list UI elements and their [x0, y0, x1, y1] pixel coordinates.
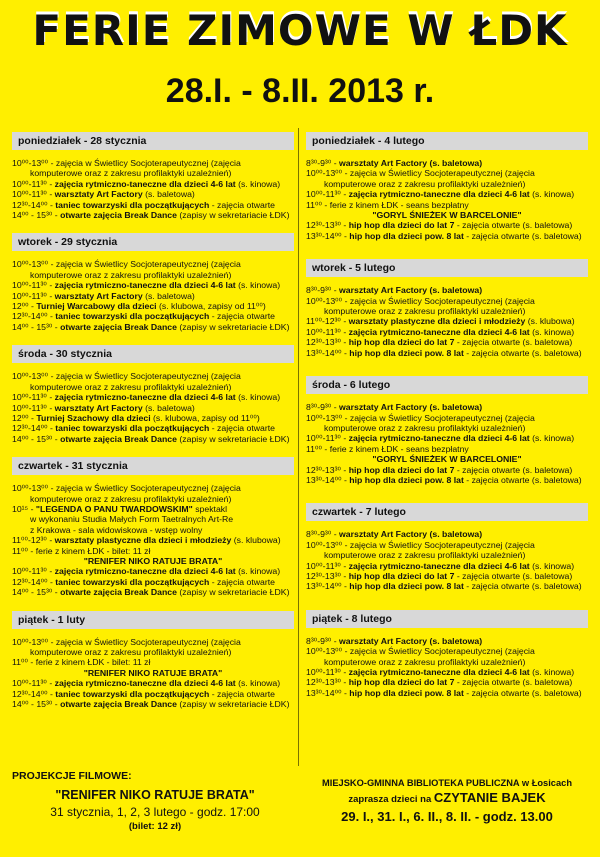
event-title: hip hop dla dzieci pow. 8 lat [349, 687, 464, 698]
event-time: 10⁰⁰-13⁰⁰ - [306, 412, 350, 423]
event-continuation: komputerowe oraz z zakresu profilaktyki uzależnień) [30, 168, 232, 179]
event-detail: (s. kinowa) [529, 560, 575, 571]
event-text: zajęcia w Świetlicy Socjoterapeutycznej (zajęcia [349, 646, 535, 657]
event-time: 12³⁰-14⁰⁰ - [12, 423, 56, 434]
event-time: 10⁰⁰-11³⁰ - [12, 178, 55, 189]
event-time: 10⁰⁰-11³⁰ - [306, 667, 349, 677]
schedule-event [306, 561, 588, 571]
schedule-event [12, 678, 294, 688]
event-title: warsztaty Art Factory (s. baletowa) [339, 402, 483, 413]
event-title: taniec towarzyski dla początkujących [55, 199, 210, 210]
schedule-event [306, 529, 588, 539]
event-title: warsztaty Art Factory (s. baletowa) [339, 529, 483, 540]
schedule-event [12, 371, 294, 392]
event-time: 13³⁰-14⁰⁰ - [306, 687, 350, 698]
event-text: zajęcia w Świetlicy Socjoterapeutycznej (zajęcia [55, 636, 241, 647]
schedule-event [306, 581, 588, 591]
event-time: 10⁰⁰-11³⁰ - [12, 678, 55, 689]
event-text: zajęcia w Świetlicy Socjoterapeutycznej (zajęcia [349, 168, 535, 179]
day-block [12, 233, 294, 332]
schedule-event [306, 571, 588, 581]
event-text: zajęcia w Świetlicy Socjoterapeutycznej (zajęcia [349, 539, 535, 550]
schedule-event [12, 504, 294, 535]
event-time: 11⁰⁰-12³⁰ - [12, 535, 55, 546]
library-org-place: w Łosicach [519, 778, 572, 788]
schedule-event [12, 311, 294, 321]
day-block [12, 132, 294, 220]
library-invite-event: CZYTANIE BAJEK [433, 790, 546, 805]
event-time: 12³⁰-13³⁰ - [306, 677, 349, 688]
event-title: hip hop dla dzieci do lat 7 [348, 570, 455, 581]
event-title: warsztaty plastyczne dla dzieci i młodzieży [54, 535, 232, 546]
event-time: 12³⁰-14⁰⁰ - [12, 199, 56, 210]
library-invite [306, 790, 588, 805]
event-time: 11⁰⁰ - [12, 545, 36, 556]
event-detail: - zajęcia otwarte (s. baletowa) [463, 581, 582, 592]
event-time: 8³⁰-9³⁰ - [306, 529, 340, 540]
event-time: 14⁰⁰ - 15³⁰ - [12, 587, 61, 598]
day-block [12, 457, 294, 597]
schedule-event [306, 444, 588, 465]
event-title: hip hop dla dzieci do lat 7 [348, 677, 455, 688]
event-detail: (s. kinowa) [235, 678, 281, 689]
event-text: zajęcia w Świetlicy Socjoterapeutycznej (zajęcia [349, 295, 535, 306]
schedule-event [306, 220, 588, 230]
film-title: "RENIFER NIKO RATUJE BRATA" [83, 667, 223, 678]
event-time: 10⁰⁰-13⁰⁰ - [306, 168, 350, 179]
event-detail: - zajęcia otwarte (s. baletowa) [463, 347, 582, 358]
day-heading: czwartek - 31 stycznia [12, 457, 294, 475]
film-title: "GORYL ŚNIEŻEK W BARCELONIE" [372, 454, 522, 465]
event-continuation: komputerowe oraz z zakresu profilaktyki uzależnień) [324, 306, 526, 317]
event-time: 10⁰⁰-13⁰⁰ - [12, 158, 56, 168]
event-time: 10¹⁵ - [12, 503, 36, 514]
event-time: 11⁰⁰ - [306, 443, 330, 454]
event-detail: - zajęcia otwarte (s. baletowa) [454, 677, 573, 688]
event-title: hip hop dla dzieci pow. 8 lat [349, 347, 464, 358]
event-continuation: komputerowe oraz z zakresu profilaktyki uzależnień) [30, 647, 232, 657]
schedule-event [12, 259, 294, 280]
event-time: 14⁰⁰ - 15³⁰ - [12, 433, 61, 444]
event-detail: - zajęcia otwarte [209, 199, 275, 210]
event-time: 12³⁰-14⁰⁰ - [12, 311, 56, 322]
event-title: Turniej Warcabowy dla dzieci [36, 301, 157, 312]
library-dates: 29. I., 31. I., 6. II., 8. II. - godz. 13.00 [341, 809, 553, 824]
event-detail: - zajęcia otwarte [209, 688, 275, 699]
event-time: 12³⁰-13³⁰ - [306, 464, 349, 475]
day-block [12, 345, 294, 444]
event-detail: (s. kinowa) [529, 189, 575, 200]
event-detail: - zajęcia otwarte (s. baletowa) [463, 474, 582, 485]
event-title: otwarte zajęcia Break Dance [60, 321, 177, 332]
event-time: 10⁰⁰-11³⁰ - [12, 392, 55, 403]
event-detail: (zapisy w sekretariacie ŁDK) [176, 210, 290, 221]
event-title: Turniej Szachowy dla dzieci [36, 412, 151, 423]
event-time: 12³⁰-14⁰⁰ - [12, 688, 56, 699]
event-detail: (s. kinowa) [235, 178, 281, 189]
event-text: ferie z kinem ŁDK - bilet: 11 zł [35, 545, 151, 556]
event-detail: (s. klubowa, zapisy od 11⁰⁰) [156, 301, 266, 312]
event-time: 10⁰⁰-11³⁰ - [12, 566, 55, 577]
event-detail: - zajęcia otwarte (s. baletowa) [454, 570, 573, 581]
schedule-event [12, 280, 294, 290]
event-continuation: komputerowe oraz z zakresu profilaktyki uzależnień) [324, 178, 526, 189]
event-text: ferie z kinem ŁDK - seans bezpłatny [329, 199, 469, 210]
event-detail: (zapisy w sekretariacie ŁDK) [176, 699, 290, 710]
day-block [306, 132, 588, 241]
schedule-event [306, 231, 588, 241]
event-title: taniec towarzyski dla początkujących [55, 311, 210, 322]
event-detail: - zajęcia otwarte (s. baletowa) [454, 220, 573, 231]
schedule-event [306, 475, 588, 485]
event-title: hip hop dla dzieci pow. 8 lat [349, 581, 464, 592]
left-schedule-column [12, 128, 294, 709]
schedule-event [12, 301, 294, 311]
day-block [306, 503, 588, 591]
event-time: 10⁰⁰-13⁰⁰ - [306, 646, 350, 657]
schedule-event [306, 667, 588, 677]
schedule-event [306, 316, 588, 326]
event-time: 12⁰⁰ - [12, 412, 37, 423]
event-detail: - zajęcia otwarte (s. baletowa) [454, 464, 573, 475]
film-title: "GORYL ŚNIEŻEK W BARCELONIE" [372, 210, 522, 221]
schedule-event [12, 546, 294, 567]
event-title: otwarte zajęcia Break Dance [60, 433, 177, 444]
event-title: zajęcia rytmiczno-taneczne dla dzieci 4-6 lat [348, 433, 530, 444]
event-time: 13³⁰-14⁰⁰ - [306, 347, 350, 358]
event-time: 11⁰⁰ - [12, 657, 36, 668]
schedule-event [12, 200, 294, 210]
schedule-event [306, 433, 588, 443]
event-time: 10⁰⁰-13⁰⁰ - [306, 295, 350, 306]
event-time: 11⁰⁰ - [306, 199, 330, 210]
event-time: 10⁰⁰-11³⁰ - [306, 326, 349, 337]
event-detail: (s. kinowa) [529, 433, 575, 444]
event-title: zajęcia rytmiczno-taneczne dla dzieci 4-6 lat [54, 178, 236, 189]
event-time: 10⁰⁰-13⁰⁰ - [12, 483, 56, 494]
event-title: otwarte zajęcia Break Dance [60, 210, 177, 221]
schedule-event [12, 403, 294, 413]
schedule-event [306, 296, 588, 317]
day-block [306, 259, 588, 358]
schedule-event [306, 402, 588, 412]
event-time: 10⁰⁰-11³⁰ - [306, 560, 349, 571]
event-title: taniec towarzyski dla początkujących [55, 576, 210, 587]
schedule-event [12, 577, 294, 587]
schedule-event [306, 540, 588, 561]
schedule-event [12, 179, 294, 189]
schedule-event [306, 677, 588, 687]
schedule-event [306, 646, 588, 667]
event-title: hip hop dla dzieci pow. 8 lat [349, 230, 464, 241]
day-heading: środa - 30 stycznia [12, 345, 294, 363]
event-text: zajęcia w Świetlicy Socjoterapeutycznej (zajęcia [55, 158, 241, 168]
schedule-event [12, 689, 294, 699]
event-title: zajęcia rytmiczno-taneczne dla dzieci 4-6 lat [348, 326, 530, 337]
event-time: 13³⁰-14⁰⁰ - [306, 581, 350, 592]
day-block [12, 611, 294, 710]
schedule-event [12, 423, 294, 433]
schedule-event [306, 348, 588, 358]
schedule-event [306, 465, 588, 475]
event-detail: (s. baletowa) [142, 189, 195, 200]
film-projections [12, 770, 298, 832]
event-title: zajęcia rytmiczno-taneczne dla dzieci 4-6 lat [54, 392, 236, 403]
schedule-event [12, 413, 294, 423]
event-time: 10⁰⁰-13⁰⁰ - [12, 371, 56, 382]
event-detail: (zapisy w sekretariacie ŁDK) [176, 587, 290, 598]
schedule-event [12, 566, 294, 576]
event-detail: (s. kinowa) [235, 566, 281, 577]
event-continuation: komputerowe oraz z zakresu profilaktyki uzależnień) [324, 550, 526, 561]
schedule-event [306, 200, 588, 221]
event-detail: - zajęcia otwarte [209, 311, 275, 322]
event-title: hip hop dla dzieci do lat 7 [348, 220, 455, 231]
event-title: zajęcia rytmiczno-taneczne dla dzieci 4-6 lat [348, 560, 530, 571]
event-continuation: komputerowe oraz z zakresu profilaktyki uzależnień) [30, 381, 232, 392]
event-title: warsztaty Art Factory (s. baletowa) [339, 635, 483, 646]
schedule-event [12, 699, 294, 709]
event-continuation: komputerowe oraz z zakresu profilaktyki uzależnień) [324, 422, 526, 433]
event-detail: (zapisy w sekretariacie ŁDK) [176, 321, 290, 332]
day-heading: czwartek - 7 lutego [306, 503, 588, 521]
schedule-event [12, 189, 294, 199]
schedule-event [306, 327, 588, 337]
event-detail: - zajęcia otwarte (s. baletowa) [463, 230, 582, 241]
event-title: "LEGENDA O PANU TWARDOWSKIM" [35, 503, 193, 514]
right-schedule-column [306, 128, 588, 698]
event-detail: (s. kinowa) [235, 392, 281, 403]
event-title: warsztaty plastyczne dla dzieci i młodzieży [348, 316, 526, 327]
schedule-event [306, 189, 588, 199]
event-title: otwarte zajęcia Break Dance [60, 699, 177, 710]
projections-dates: 31 stycznia, 1, 2, 3 lutego - godz. 17:00 [50, 805, 260, 819]
event-text: zajęcia w Świetlicy Socjoterapeutycznej (zajęcia [55, 371, 241, 382]
event-title: zajęcia rytmiczno-taneczne dla dzieci 4-6 lat [348, 667, 530, 677]
event-text: zajęcia w Świetlicy Socjoterapeutycznej (zajęcia [349, 412, 535, 423]
poster-title: FERIE ZIMOWE W ŁDK [32, 6, 568, 55]
event-detail: (s. klubowa) [525, 316, 575, 327]
projections-film: "RENIFER NIKO RATUJE BRATA" [55, 788, 255, 802]
library-reading [306, 778, 588, 824]
event-title: hip hop dla dzieci do lat 7 [348, 464, 455, 475]
schedule-event [12, 587, 294, 597]
library-invite-text: zaprasza dzieci na [348, 794, 434, 805]
event-title: zajęcia rytmiczno-taneczne dla dzieci 4-6 lat [54, 678, 236, 689]
event-time: 13³⁰-14⁰⁰ - [306, 474, 350, 485]
event-time: 8³⁰-9³⁰ - [306, 158, 340, 168]
schedule-event [12, 291, 294, 301]
day-heading: piątek - 8 lutego [306, 610, 588, 628]
event-continuation: komputerowe oraz z zakresu profilaktyki uzależnień) [30, 269, 232, 280]
event-text: ferie z kinem ŁDK - bilet: 11 zł [35, 657, 151, 668]
event-time: 10⁰⁰-13⁰⁰ - [306, 539, 350, 550]
event-detail: - zajęcia otwarte (s. baletowa) [454, 337, 573, 348]
event-time: 12³⁰-14⁰⁰ - [12, 576, 56, 587]
schedule-event [306, 688, 588, 698]
film-title: "RENIFER NIKO RATUJE BRATA" [83, 555, 223, 566]
day-block [306, 376, 588, 485]
event-title: warsztaty Art Factory (s. baletowa) [339, 158, 483, 168]
event-title: warsztaty Art Factory (s. baletowa) [339, 285, 483, 296]
schedule-event [12, 483, 294, 504]
event-detail: - zajęcia otwarte (s. baletowa) [463, 687, 582, 698]
schedule-event [12, 392, 294, 402]
event-detail: (s. kinowa) [529, 667, 575, 677]
event-time: 10⁰⁰-13⁰⁰ - [12, 636, 56, 647]
event-title: zajęcia rytmiczno-taneczne dla dzieci 4-6 lat [348, 189, 530, 200]
event-time: 12³⁰-13³⁰ - [306, 337, 349, 348]
event-time: 10⁰⁰-11³⁰ - [12, 189, 55, 200]
event-detail: spektakl [192, 503, 228, 514]
event-time: 10⁰⁰-13⁰⁰ - [12, 259, 56, 270]
event-time: 11⁰⁰-12³⁰ - [306, 316, 349, 327]
schedule-event [306, 158, 588, 168]
event-detail: (s. klubowa, zapisy od 11⁰⁰) [150, 412, 260, 423]
event-title: zajęcia rytmiczno-taneczne dla dzieci 4-6 lat [54, 566, 236, 577]
event-detail: (s. baletowa) [142, 290, 195, 301]
event-detail: (s. baletowa) [142, 402, 195, 413]
schedule-event [12, 210, 294, 220]
event-title: hip hop dla dzieci pow. 8 lat [349, 474, 464, 485]
event-continuation: komputerowe oraz z zakresu profilaktyki uzależnień) [324, 656, 526, 667]
event-time: 12³⁰-13³⁰ - [306, 570, 349, 581]
event-detail: (s. kinowa) [529, 326, 575, 337]
event-time: 10⁰⁰-11³⁰ - [12, 280, 55, 291]
event-continuation: w wykonaniu Studia Małych Form Taetralnych Art-Re [30, 514, 234, 525]
column-divider [298, 128, 299, 766]
day-block [306, 610, 588, 698]
event-detail: - zajęcia otwarte [209, 423, 275, 434]
library-org-name: MIEJSKO-GMINNA BIBLIOTEKA PUBLICZNA [322, 778, 520, 788]
event-detail: (s. klubowa) [231, 535, 281, 546]
day-heading: piątek - 1 luty [12, 611, 294, 629]
event-title: hip hop dla dzieci do lat 7 [348, 337, 455, 348]
event-time: 10⁰⁰-11³⁰ - [306, 189, 349, 200]
library-org [306, 778, 588, 788]
event-text: zajęcia w Świetlicy Socjoterapeutycznej (zajęcia [55, 259, 241, 270]
event-time: 10⁰⁰-11³⁰ - [12, 290, 55, 301]
event-text: ferie z kinem ŁDK - seans bezpłatny [329, 443, 469, 454]
event-title: otwarte zajęcia Break Dance [60, 587, 177, 598]
event-time: 10⁰⁰-11³⁰ - [12, 402, 55, 413]
event-time: 12⁰⁰ - [12, 301, 37, 312]
event-title: warsztaty Art Factory [54, 189, 143, 200]
day-heading: poniedziałek - 28 stycznia [12, 132, 294, 150]
event-detail: - zajęcia otwarte [209, 576, 275, 587]
event-time: 14⁰⁰ - 15³⁰ - [12, 699, 61, 710]
schedule-event [12, 158, 294, 179]
event-detail: (zapisy w sekretariacie ŁDK) [176, 433, 290, 444]
event-time: 13³⁰-14⁰⁰ - [306, 230, 350, 241]
event-title: taniec towarzyski dla początkujących [55, 688, 210, 699]
schedule-event [12, 434, 294, 444]
projections-ticket: (bilet: 12 zł) [128, 821, 182, 832]
schedule-event [306, 168, 588, 189]
event-text: zajęcia w Świetlicy Socjoterapeutycznej (zajęcia [55, 483, 241, 494]
event-time: 8³⁰-9³⁰ - [306, 402, 340, 413]
event-continuation: z Krakowa - sala widowiskowa - wstęp wolny [30, 524, 203, 535]
event-continuation: komputerowe oraz z zakresu profilaktyki uzależnień) [30, 493, 232, 504]
schedule-event [306, 636, 588, 646]
event-time: 14⁰⁰ - 15³⁰ - [12, 321, 61, 332]
poster-dates: 28.I. - 8.II. 2013 r. [165, 72, 435, 110]
day-heading: środa - 6 lutego [306, 376, 588, 394]
projections-heading: PROJEKCJE FILMOWE: [12, 770, 132, 782]
event-time: 8³⁰-9³⁰ - [306, 285, 340, 296]
event-title: warsztaty Art Factory [54, 290, 143, 301]
schedule-event [12, 535, 294, 545]
schedule-event [306, 413, 588, 434]
day-heading: wtorek - 5 lutego [306, 259, 588, 277]
schedule-event [12, 657, 294, 678]
day-heading: wtorek - 29 stycznia [12, 233, 294, 251]
schedule-event [306, 337, 588, 347]
event-time: 12³⁰-13³⁰ - [306, 220, 349, 231]
event-time: 10⁰⁰-11³⁰ - [306, 433, 349, 444]
event-title: taniec towarzyski dla początkujących [55, 423, 210, 434]
event-time: 14⁰⁰ - 15³⁰ - [12, 210, 61, 221]
schedule-event [306, 285, 588, 295]
event-detail: (s. kinowa) [235, 280, 281, 291]
schedule-event [12, 637, 294, 658]
day-heading: poniedziałek - 4 lutego [306, 132, 588, 150]
schedule-event [12, 322, 294, 332]
event-time: 8³⁰-9³⁰ - [306, 635, 340, 646]
event-title: zajęcia rytmiczno-taneczne dla dzieci 4-6 lat [54, 280, 236, 291]
event-title: warsztaty Art Factory [54, 402, 143, 413]
